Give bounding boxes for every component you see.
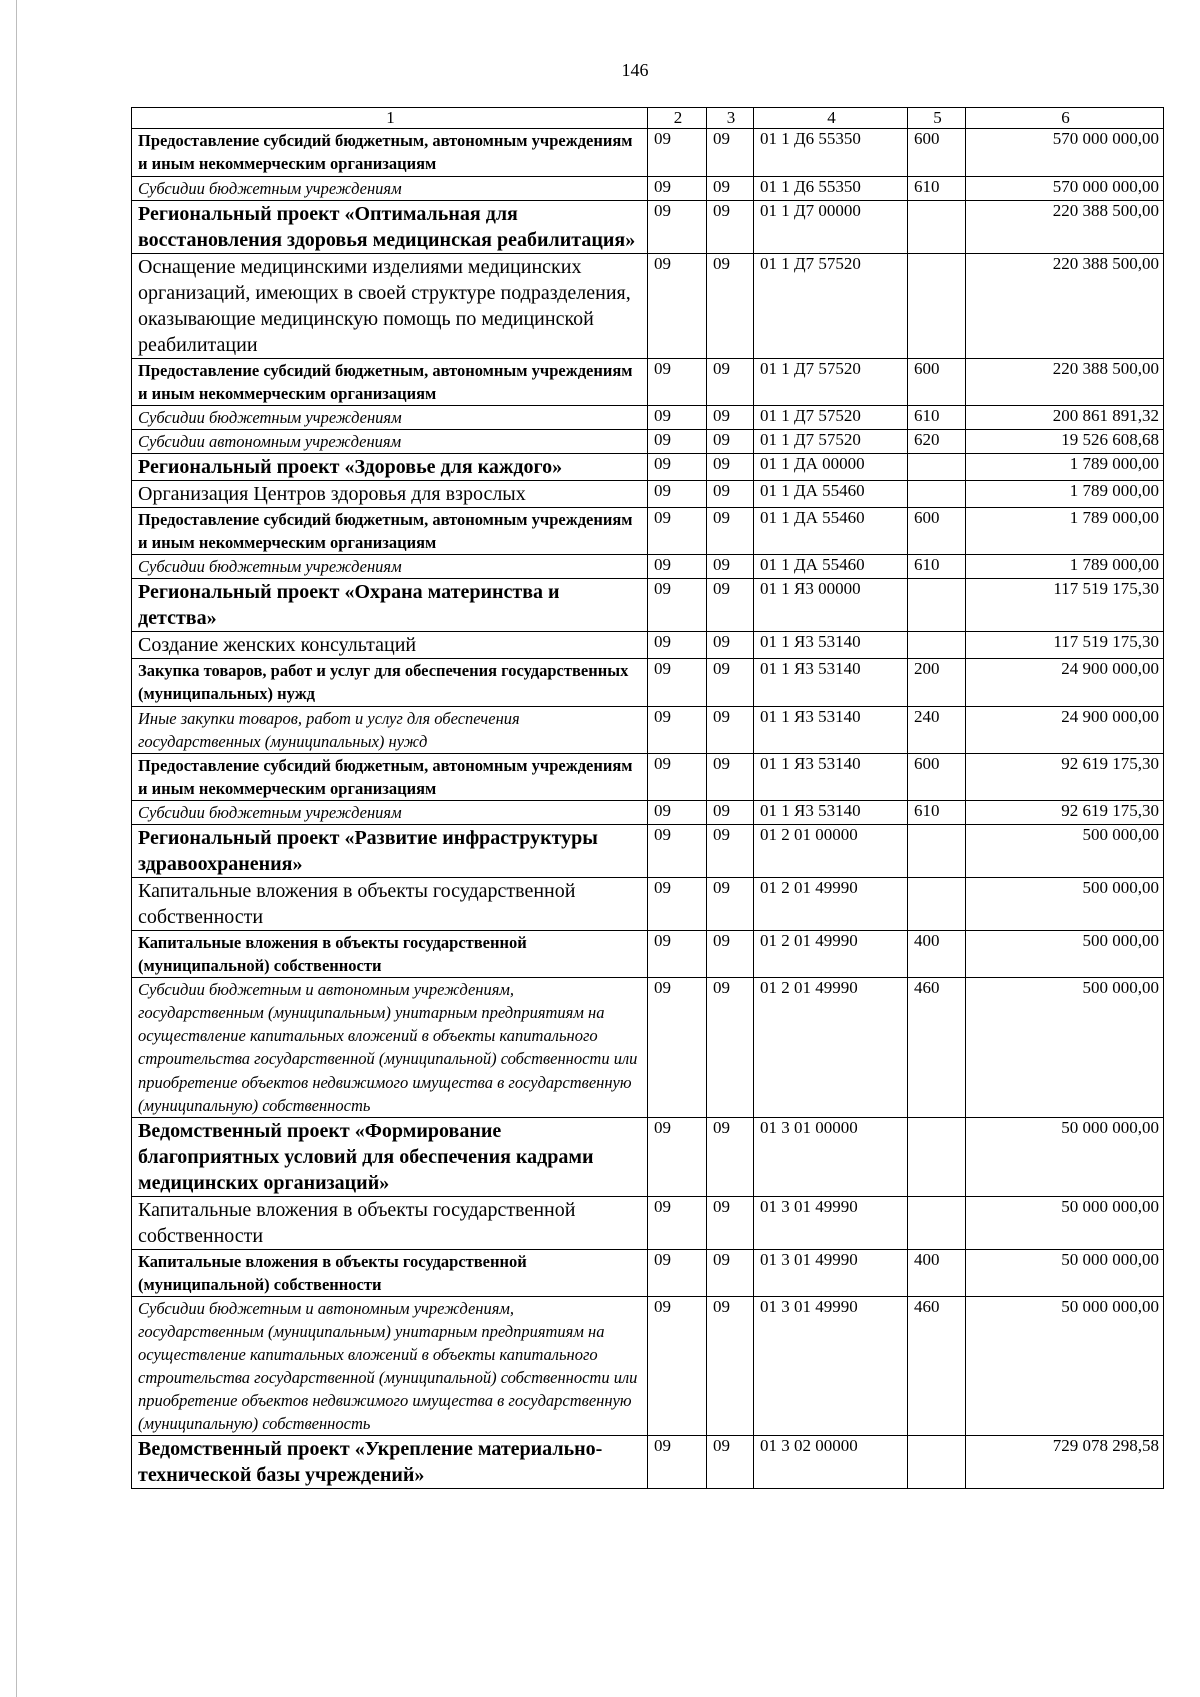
row-subsection: 09 <box>707 129 754 176</box>
row-name: Региональный проект «Охрана материнства и детства» <box>132 579 648 632</box>
row-subsection: 09 <box>707 800 754 824</box>
table-row <box>132 659 1164 706</box>
row-name: Закупка товаров, работ и услуг для обеспечения государственных (муниципальных) нужд <box>132 659 648 706</box>
table-header-row <box>132 108 1164 129</box>
row-amount: 220 388 500,00 <box>966 358 1164 405</box>
row-subsection: 09 <box>707 358 754 405</box>
row-target-article: 01 3 01 49990 <box>754 1249 908 1296</box>
row-expense-type <box>908 1117 966 1196</box>
row-target-article: 01 1 Я3 00000 <box>754 579 908 632</box>
row-expense-type: 460 <box>908 1296 966 1436</box>
row-amount: 50 000 000,00 <box>966 1296 1164 1436</box>
row-expense-type <box>908 253 966 358</box>
row-amount: 200 861 891,32 <box>966 405 1164 429</box>
row-section: 09 <box>648 659 707 706</box>
row-target-article: 01 1 Д7 57520 <box>754 358 908 405</box>
row-section: 09 <box>648 1436 707 1489</box>
row-expense-type: 610 <box>908 405 966 429</box>
row-expense-type: 240 <box>908 706 966 753</box>
row-name: Предоставление субсидий бюджетным, автономным учреждениям и иным некоммерческим организациям <box>132 129 648 176</box>
row-target-article: 01 3 02 00000 <box>754 1436 908 1489</box>
row-section: 09 <box>648 930 707 977</box>
budget-table <box>131 107 1164 1489</box>
row-section: 09 <box>648 253 707 358</box>
column-header-amount: 6 <box>966 108 1164 129</box>
row-expense-type <box>908 481 966 508</box>
row-expense-type: 620 <box>908 429 966 453</box>
row-target-article: 01 1 ДА 55460 <box>754 508 908 555</box>
table-row <box>132 1117 1164 1196</box>
row-amount: 500 000,00 <box>966 824 1164 877</box>
row-subsection: 09 <box>707 176 754 200</box>
row-expense-type: 200 <box>908 659 966 706</box>
row-amount: 729 078 298,58 <box>966 1436 1164 1489</box>
row-name: Субсидии бюджетным и автономным учреждениям, государственным (муниципальным) унитарным предприятиям на осуществление капитальных вложений в объекты капитального строительства государственной (муниципальной) собственности или приобретение объектов недвижимого имущества в государственную (муниципальную) собственность <box>132 978 648 1118</box>
row-expense-type <box>908 1196 966 1249</box>
row-subsection: 09 <box>707 753 754 800</box>
row-target-article: 01 3 01 49990 <box>754 1296 908 1436</box>
row-target-article: 01 3 01 49990 <box>754 1196 908 1249</box>
row-amount: 50 000 000,00 <box>966 1196 1164 1249</box>
row-expense-type <box>908 579 966 632</box>
row-section: 09 <box>648 176 707 200</box>
row-section: 09 <box>648 877 707 930</box>
row-section: 09 <box>648 1296 707 1436</box>
table-row <box>132 824 1164 877</box>
column-header-target-article: 4 <box>754 108 908 129</box>
row-section: 09 <box>648 429 707 453</box>
row-section: 09 <box>648 405 707 429</box>
row-section: 09 <box>648 508 707 555</box>
row-name: Субсидии бюджетным и автономным учреждениям, государственным (муниципальным) унитарным предприятиям на осуществление капитальных вложений в объекты капитального строительства государственной (муниципальной) собственности или приобретение объектов недвижимого имущества в государственную (муниципальную) собственность <box>132 1296 648 1436</box>
row-amount: 570 000 000,00 <box>966 129 1164 176</box>
row-target-article: 01 3 01 00000 <box>754 1117 908 1196</box>
row-subsection: 09 <box>707 253 754 358</box>
row-name: Оснащение медицинскими изделиями медицинских организаций, имеющих в своей структуре подразделения, оказывающие медицинскую помощь по медицинской реабилитации <box>132 253 648 358</box>
row-name: Создание женских консультаций <box>132 632 648 659</box>
row-amount: 24 900 000,00 <box>966 659 1164 706</box>
row-subsection: 09 <box>707 824 754 877</box>
row-amount: 50 000 000,00 <box>966 1117 1164 1196</box>
row-subsection: 09 <box>707 706 754 753</box>
row-expense-type: 600 <box>908 508 966 555</box>
row-target-article: 01 1 ДА 55460 <box>754 555 908 579</box>
column-header-name: 1 <box>132 108 648 129</box>
row-name: Капитальные вложения в объекты государственной (муниципальной) собственности <box>132 1249 648 1296</box>
row-name: Предоставление субсидий бюджетным, автономным учреждениям и иным некоммерческим организациям <box>132 508 648 555</box>
table-row <box>132 454 1164 481</box>
row-name: Капитальные вложения в объекты государственной собственности <box>132 1196 648 1249</box>
row-amount: 570 000 000,00 <box>966 176 1164 200</box>
table-row <box>132 579 1164 632</box>
row-target-article: 01 2 01 49990 <box>754 978 908 1118</box>
row-amount: 117 519 175,30 <box>966 632 1164 659</box>
row-expense-type: 600 <box>908 753 966 800</box>
row-target-article: 01 1 Я3 53140 <box>754 753 908 800</box>
row-target-article: 01 2 01 49990 <box>754 877 908 930</box>
row-name: Субсидии автономным учреждениям <box>132 429 648 453</box>
row-section: 09 <box>648 1249 707 1296</box>
table-row <box>132 877 1164 930</box>
row-amount: 220 388 500,00 <box>966 253 1164 358</box>
table-row <box>132 129 1164 176</box>
row-subsection: 09 <box>707 1296 754 1436</box>
row-name: Предоставление субсидий бюджетным, автономным учреждениям и иным некоммерческим организациям <box>132 753 648 800</box>
row-section: 09 <box>648 454 707 481</box>
row-name: Субсидии бюджетным учреждениям <box>132 176 648 200</box>
row-expense-type <box>908 454 966 481</box>
row-subsection: 09 <box>707 1436 754 1489</box>
row-section: 09 <box>648 481 707 508</box>
row-subsection: 09 <box>707 405 754 429</box>
row-section: 09 <box>648 753 707 800</box>
row-subsection: 09 <box>707 877 754 930</box>
row-name: Региональный проект «Развитие инфраструктуры здравоохранения» <box>132 824 648 877</box>
table-row <box>132 508 1164 555</box>
row-section: 09 <box>648 1117 707 1196</box>
row-section: 09 <box>648 1196 707 1249</box>
row-expense-type <box>908 824 966 877</box>
row-subsection: 09 <box>707 632 754 659</box>
table-row <box>132 978 1164 1118</box>
table-row <box>132 1296 1164 1436</box>
table-row <box>132 1436 1164 1489</box>
row-target-article: 01 2 01 49990 <box>754 930 908 977</box>
row-amount: 1 789 000,00 <box>966 481 1164 508</box>
column-header-expense-type: 5 <box>908 108 966 129</box>
row-subsection: 09 <box>707 930 754 977</box>
row-section: 09 <box>648 706 707 753</box>
row-expense-type: 600 <box>908 129 966 176</box>
row-subsection: 09 <box>707 481 754 508</box>
table-row <box>132 753 1164 800</box>
row-subsection: 09 <box>707 1117 754 1196</box>
row-expense-type <box>908 632 966 659</box>
row-target-article: 01 1 ДА 00000 <box>754 454 908 481</box>
row-amount: 500 000,00 <box>966 930 1164 977</box>
row-expense-type: 400 <box>908 930 966 977</box>
row-target-article: 01 1 Я3 53140 <box>754 659 908 706</box>
row-subsection: 09 <box>707 1196 754 1249</box>
row-name: Субсидии бюджетным учреждениям <box>132 555 648 579</box>
row-amount: 92 619 175,30 <box>966 753 1164 800</box>
row-target-article: 01 1 Д6 55350 <box>754 129 908 176</box>
row-section: 09 <box>648 555 707 579</box>
row-name: Капитальные вложения в объекты государственной (муниципальной) собственности <box>132 930 648 977</box>
row-amount: 220 388 500,00 <box>966 200 1164 253</box>
row-section: 09 <box>648 800 707 824</box>
row-expense-type <box>908 877 966 930</box>
column-header-section: 2 <box>648 108 707 129</box>
row-subsection: 09 <box>707 200 754 253</box>
row-name: Капитальные вложения в объекты государственной собственности <box>132 877 648 930</box>
row-subsection: 09 <box>707 1249 754 1296</box>
table-row <box>132 555 1164 579</box>
table-row <box>132 632 1164 659</box>
row-subsection: 09 <box>707 659 754 706</box>
row-name: Ведомственный проект «Формирование благоприятных условий для обеспечения кадрами медицинских организаций» <box>132 1117 648 1196</box>
row-expense-type: 610 <box>908 176 966 200</box>
row-subsection: 09 <box>707 579 754 632</box>
row-name: Субсидии бюджетным учреждениям <box>132 800 648 824</box>
row-subsection: 09 <box>707 555 754 579</box>
table-row <box>132 1196 1164 1249</box>
row-section: 09 <box>648 200 707 253</box>
row-subsection: 09 <box>707 454 754 481</box>
table-row <box>132 930 1164 977</box>
row-amount: 500 000,00 <box>966 877 1164 930</box>
row-target-article: 01 1 Д7 57520 <box>754 429 908 453</box>
row-target-article: 01 2 01 00000 <box>754 824 908 877</box>
row-section: 09 <box>648 824 707 877</box>
row-target-article: 01 1 Я3 53140 <box>754 632 908 659</box>
row-subsection: 09 <box>707 978 754 1118</box>
row-target-article: 01 1 Д7 00000 <box>754 200 908 253</box>
row-target-article: 01 1 Д7 57520 <box>754 405 908 429</box>
row-name: Региональный проект «Оптимальная для восстановления здоровья медицинская реабилитация» <box>132 200 648 253</box>
row-amount: 1 789 000,00 <box>966 454 1164 481</box>
row-amount: 500 000,00 <box>966 978 1164 1118</box>
page-number: 146 <box>621 60 649 80</box>
table-row <box>132 405 1164 429</box>
row-amount: 117 519 175,30 <box>966 579 1164 632</box>
table-row <box>132 358 1164 405</box>
row-amount: 1 789 000,00 <box>966 508 1164 555</box>
row-name: Субсидии бюджетным учреждениям <box>132 405 648 429</box>
table-row <box>132 1249 1164 1296</box>
row-amount: 1 789 000,00 <box>966 555 1164 579</box>
row-name: Региональный проект «Здоровье для каждого» <box>132 454 648 481</box>
table-row <box>132 800 1164 824</box>
scan-edge-line <box>16 0 17 1697</box>
row-subsection: 09 <box>707 508 754 555</box>
row-section: 09 <box>648 129 707 176</box>
row-name: Ведомственный проект «Укрепление материально-технической базы учреждений» <box>132 1436 648 1489</box>
row-subsection: 09 <box>707 429 754 453</box>
row-expense-type: 610 <box>908 800 966 824</box>
row-section: 09 <box>648 358 707 405</box>
budget-table-body <box>132 108 1164 1489</box>
row-target-article: 01 1 Я3 53140 <box>754 800 908 824</box>
row-expense-type: 460 <box>908 978 966 1118</box>
row-name: Организация Центров здоровья для взрослых <box>132 481 648 508</box>
row-expense-type: 610 <box>908 555 966 579</box>
row-target-article: 01 1 Д6 55350 <box>754 176 908 200</box>
table-row <box>132 253 1164 358</box>
table-row <box>132 176 1164 200</box>
row-expense-type <box>908 1436 966 1489</box>
row-section: 09 <box>648 579 707 632</box>
row-name: Иные закупки товаров, работ и услуг для обеспечения государственных (муниципальных) нужд <box>132 706 648 753</box>
row-amount: 92 619 175,30 <box>966 800 1164 824</box>
column-header-subsection: 3 <box>707 108 754 129</box>
row-target-article: 01 1 ДА 55460 <box>754 481 908 508</box>
row-amount: 50 000 000,00 <box>966 1249 1164 1296</box>
row-target-article: 01 1 Я3 53140 <box>754 706 908 753</box>
table-row <box>132 481 1164 508</box>
row-expense-type <box>908 200 966 253</box>
table-row <box>132 200 1164 253</box>
row-target-article: 01 1 Д7 57520 <box>754 253 908 358</box>
row-amount: 24 900 000,00 <box>966 706 1164 753</box>
row-name: Предоставление субсидий бюджетным, автономным учреждениям и иным некоммерческим организациям <box>132 358 648 405</box>
row-section: 09 <box>648 978 707 1118</box>
row-section: 09 <box>648 632 707 659</box>
row-expense-type: 400 <box>908 1249 966 1296</box>
row-expense-type: 600 <box>908 358 966 405</box>
row-amount: 19 526 608,68 <box>966 429 1164 453</box>
table-row <box>132 706 1164 753</box>
table-row <box>132 429 1164 453</box>
